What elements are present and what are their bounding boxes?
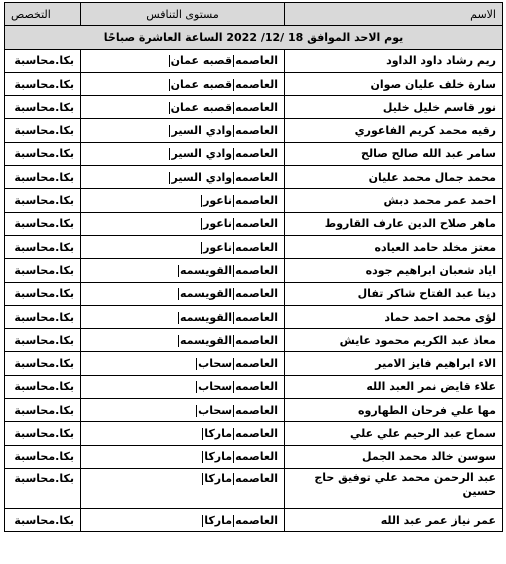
- specialty: بكا.محاسبة: [5, 305, 81, 328]
- area-label: قصبه عمان: [170, 54, 233, 68]
- candidate-name: سامر عبد الله صالح صالح: [285, 142, 503, 165]
- specialty: بكا.محاسبة: [5, 49, 81, 72]
- separator: [201, 218, 202, 230]
- candidate-name: سماح عبد الرحيم علي علي: [285, 422, 503, 445]
- date-banner: يوم الاحد الموافق 18 /12/ 2022 الساعة العاشرة صباحًا: [5, 26, 503, 49]
- competition-level: [81, 166, 285, 189]
- competition-level: [81, 142, 285, 165]
- region-label: العاصمه: [235, 147, 278, 161]
- separator: [178, 335, 179, 347]
- specialty: بكا.محاسبة: [5, 72, 81, 95]
- separator: [233, 148, 234, 160]
- area-label: قصبه عمان: [170, 77, 233, 91]
- separator: [233, 473, 234, 485]
- header-specialty: التخصص: [5, 3, 81, 26]
- separator: [233, 405, 234, 417]
- results-sheet: [4, 2, 502, 532]
- candidate-name: اياد شعبان ابراهيم جوده: [285, 259, 503, 282]
- candidates-table: [4, 2, 503, 532]
- region-label: العاصمه: [235, 333, 278, 347]
- header-name: الاسم: [285, 3, 503, 26]
- competition-level: [81, 72, 285, 95]
- separator: [233, 335, 234, 347]
- candidate-name: رقيه محمد كريم الفاعوري: [285, 119, 503, 142]
- competition-level: [81, 399, 285, 422]
- candidate-name: نور قاسم خليل خليل: [285, 96, 503, 119]
- candidate-name: مها علي فرحان الطهاروه: [285, 399, 503, 422]
- area-label: القويسمه: [179, 333, 233, 347]
- competition-level: [81, 259, 285, 282]
- competition-level: [81, 422, 285, 445]
- region-label: العاصمه: [235, 357, 278, 371]
- specialty: بكا.محاسبة: [5, 119, 81, 142]
- area-label: القويسمه: [179, 310, 233, 324]
- table-row: [5, 305, 503, 328]
- specialty: بكا.محاسبة: [5, 259, 81, 282]
- table-row: [5, 399, 503, 422]
- separator: [169, 102, 170, 114]
- area-label: ماركا: [204, 426, 233, 440]
- region-label: العاصمه: [235, 240, 278, 254]
- table-row: [5, 212, 503, 235]
- region-label: العاصمه: [235, 310, 278, 324]
- date-banner-row: [5, 26, 503, 49]
- specialty: بكا.محاسبة: [5, 422, 81, 445]
- area-label: ماركا: [204, 513, 233, 527]
- table-row: [5, 375, 503, 398]
- region-label: العاصمه: [235, 54, 278, 68]
- table-row: [5, 329, 503, 352]
- candidate-name: لؤى محمد احمد حماد: [285, 305, 503, 328]
- header-row: [5, 3, 503, 26]
- region-label: العاصمه: [235, 513, 278, 527]
- specialty: بكا.محاسبة: [5, 96, 81, 119]
- competition-level: [81, 375, 285, 398]
- candidate-name: معاذ عبد الكريم محمود عايش: [285, 329, 503, 352]
- competition-level: [81, 189, 285, 212]
- specialty: بكا.محاسبة: [5, 329, 81, 352]
- table-row: [5, 49, 503, 72]
- area-label: ناعور: [203, 240, 233, 254]
- region-label: العاصمه: [235, 287, 278, 301]
- region-label: العاصمه: [235, 471, 278, 485]
- candidate-name: عمر نياز عمر عبد الله: [285, 508, 503, 531]
- area-label: ناعور: [203, 194, 233, 208]
- area-label: وادي السير: [171, 124, 233, 138]
- specialty: بكا.محاسبة: [5, 468, 81, 508]
- competition-level: [81, 352, 285, 375]
- region-label: العاصمه: [235, 124, 278, 138]
- separator: [233, 515, 234, 527]
- separator: [201, 242, 202, 254]
- specialty: بكا.محاسبة: [5, 399, 81, 422]
- area-label: ماركا: [204, 471, 233, 485]
- separator: [178, 288, 179, 300]
- separator: [201, 195, 202, 207]
- table-row: [5, 508, 503, 531]
- candidate-name: سوسن خالد محمد الجمل: [285, 445, 503, 468]
- area-label: سحاب: [198, 357, 233, 371]
- area-label: سحاب: [198, 380, 233, 394]
- candidate-name: سارة خلف عليان صوان: [285, 72, 503, 95]
- specialty: بكا.محاسبة: [5, 445, 81, 468]
- table-row: [5, 96, 503, 119]
- specialty: بكا.محاسبة: [5, 142, 81, 165]
- separator: [233, 428, 234, 440]
- table-row: [5, 468, 503, 508]
- area-label: قصبه عمان: [170, 100, 233, 114]
- separator: [233, 79, 234, 91]
- competition-level: [81, 508, 285, 531]
- specialty: بكا.محاسبة: [5, 166, 81, 189]
- candidate-name: محمد جمال محمد عليان: [285, 166, 503, 189]
- region-label: العاصمه: [235, 426, 278, 440]
- region-label: العاصمه: [235, 217, 278, 231]
- competition-level: [81, 96, 285, 119]
- table-row: [5, 282, 503, 305]
- header-competition: مستوى التنافس: [81, 3, 285, 26]
- table-row: [5, 72, 503, 95]
- separator: [233, 312, 234, 324]
- separator: [233, 102, 234, 114]
- competition-level: [81, 329, 285, 352]
- separator: [169, 55, 170, 67]
- candidate-name: ريم رشاد داود الداود: [285, 49, 503, 72]
- area-label: ناعور: [203, 217, 233, 231]
- region-label: العاصمه: [235, 403, 278, 417]
- competition-level: [81, 445, 285, 468]
- area-label: وادي السير: [171, 147, 233, 161]
- competition-level: [81, 468, 285, 508]
- separator: [233, 218, 234, 230]
- separator: [178, 265, 179, 277]
- separator: [233, 55, 234, 67]
- competition-level: [81, 235, 285, 258]
- table-row: [5, 142, 503, 165]
- candidate-name: دينا عبد الفتاح شاكر تفال: [285, 282, 503, 305]
- separator: [169, 79, 170, 91]
- competition-level: [81, 282, 285, 305]
- table-row: [5, 352, 503, 375]
- specialty: بكا.محاسبة: [5, 375, 81, 398]
- competition-level: [81, 119, 285, 142]
- separator: [233, 288, 234, 300]
- separator: [233, 195, 234, 207]
- candidate-name: علاء قايض نمر العبد الله: [285, 375, 503, 398]
- specialty: بكا.محاسبة: [5, 235, 81, 258]
- table-row: [5, 189, 503, 212]
- table-row: [5, 235, 503, 258]
- region-label: العاصمه: [235, 450, 278, 464]
- table-row: [5, 166, 503, 189]
- candidate-name: معتز مخلد حامد العياده: [285, 235, 503, 258]
- region-label: العاصمه: [235, 100, 278, 114]
- specialty: بكا.محاسبة: [5, 352, 81, 375]
- separator: [233, 358, 234, 370]
- separator: [233, 125, 234, 137]
- candidate-name: الاء ابراهيم فايز الامير: [285, 352, 503, 375]
- specialty: بكا.محاسبة: [5, 508, 81, 531]
- separator: [233, 242, 234, 254]
- separator: [233, 172, 234, 184]
- competition-level: [81, 305, 285, 328]
- separator: [233, 451, 234, 463]
- table-row: [5, 445, 503, 468]
- candidate-name: احمد عمر محمد دبش: [285, 189, 503, 212]
- separator: [233, 381, 234, 393]
- competition-level: [81, 212, 285, 235]
- candidate-name: عبد الرحمن محمد علي توفيق حاج حسين: [285, 468, 503, 508]
- area-label: سحاب: [198, 403, 233, 417]
- area-label: وادي السير: [171, 170, 233, 184]
- table-body: [5, 26, 503, 532]
- region-label: العاصمه: [235, 380, 278, 394]
- area-label: ماركا: [204, 450, 233, 464]
- candidate-name: ماهر صلاح الدين عارف القاروط: [285, 212, 503, 235]
- table-row: [5, 422, 503, 445]
- separator: [178, 312, 179, 324]
- area-label: القويسمه: [179, 287, 233, 301]
- table-row: [5, 259, 503, 282]
- region-label: العاصمه: [235, 77, 278, 91]
- competition-level: [81, 49, 285, 72]
- specialty: بكا.محاسبة: [5, 282, 81, 305]
- table-row: [5, 119, 503, 142]
- region-label: العاصمه: [235, 263, 278, 277]
- separator: [233, 265, 234, 277]
- specialty: بكا.محاسبة: [5, 212, 81, 235]
- separator: [196, 358, 197, 370]
- region-label: العاصمه: [235, 170, 278, 184]
- region-label: العاصمه: [235, 194, 278, 208]
- area-label: القويسمه: [179, 263, 233, 277]
- separator: [196, 381, 197, 393]
- specialty: بكا.محاسبة: [5, 189, 81, 212]
- separator: [196, 405, 197, 417]
